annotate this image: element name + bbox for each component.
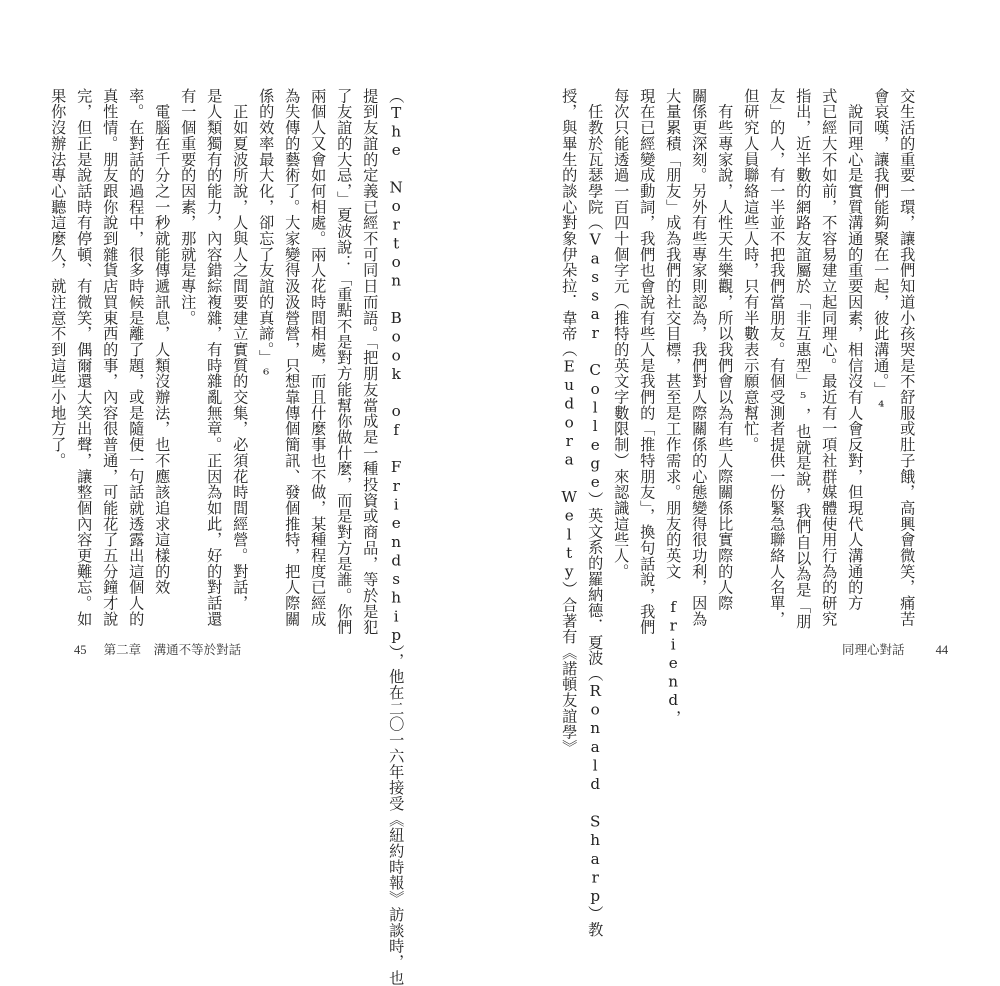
running-header-title: 同理心對話 <box>842 643 905 657</box>
page-number: 45 <box>74 643 87 657</box>
text-column: 每次只能透過一百四十個字元（推特的英文字數限制）來認識這些人。 <box>612 88 631 580</box>
text-column: （The Norton Book of Friendship），他在二〇一六年接受《紐約時報》訪談時，也 <box>387 88 406 986</box>
text-column: 了友誼的大忌，」夏波說：「重點不是對方能幫你做什麼，而是對方是誰。你們 <box>335 88 354 636</box>
running-header-chapter: 第二章 溝通不等於對話 <box>103 643 242 657</box>
text-column: 完，但正是說話時有停頓、有微笑，偶爾還大笑出聲，讓整個內容更難忘。如 <box>75 88 94 627</box>
left-footer <box>74 640 255 658</box>
text-column: 果你沒辦法專心聽這麼久，就注意不到這些小地方了。 <box>49 88 68 469</box>
text-column: 有一個重要的因素，那就是專注。 <box>179 88 198 326</box>
text-column: 任教於瓦瑟學院（Vassar College）英文系的羅納德．夏波（Ronald Sharp）教 <box>586 88 605 938</box>
text-column: 有些專家說，人性天生樂觀，所以我們會以為有些人際關係比實際的人際 <box>716 88 735 612</box>
text-column: 交生活的重要一環，讓我們知道小孩哭是不舒服或肚子餓，高興會微笑，痛苦 <box>898 88 917 627</box>
text-column: 現在已經變成動詞，我們也會說有些人是我們的「推特朋友」，換句話說，我們 <box>638 88 657 636</box>
text-column: 係的效率最大化，卻忘了友誼的真諦。」⁶ <box>257 88 276 385</box>
text-column: 關係更深刻。另外有些專家則認為，我們對人際關係的心態變得很功利，因為 <box>690 88 709 627</box>
page-number: 44 <box>935 643 949 657</box>
text-column: 授，與畢生的談心對象伊朵拉．韋帝（Eudora Welty）合著有《諾頓友誼學》 <box>560 88 579 756</box>
text-column: 大量累積「朋友」成為我們的社交目標，甚至是工作需求。朋友的英文 friend， <box>664 88 683 726</box>
right-footer <box>842 640 962 658</box>
text-column: 指出，近半數的網路友誼屬於「非互惠型」⁵，也就是說，我們自以為是「朋 <box>794 88 813 630</box>
text-column: 友」的人，有一半並不把我們當朋友。有個受測者提供一份緊急聯絡人名單， <box>768 88 787 627</box>
text-column: 說同理心是實質溝通的重要因素，相信沒有人會反對，但現代人溝通的方 <box>846 88 865 612</box>
text-column: 率。在對話的過程中，很多時候是離了題，或是隨便一句話就透露出這個人的 <box>127 88 146 627</box>
right-page <box>500 0 1000 938</box>
text-column: 會哀嘆，讓我們能夠聚在一起，彼此溝通。」⁴ <box>872 88 891 417</box>
text-column: 電腦在千分之一秒就能傳遞訊息，人類沒辦法，也不應該追求這樣的效 <box>153 88 172 596</box>
text-column: 真性情。朋友跟你說到雜貨店買東西的事，內容很普通，可能花了五分鐘才說 <box>101 88 120 627</box>
text-column: 是人類獨有的能力，內容錯綜複雜，有時雜亂無章。正因為如此，好的對話還 <box>205 88 224 627</box>
text-column: 提到友誼的定義已經不可同日而語。「把朋友當成是一種投資或商品，等於是犯 <box>361 88 380 636</box>
text-column: 兩個人又會如何相處。兩人花時間相處，而且什麼事也不做，某種程度已經成 <box>309 88 328 627</box>
text-column: 正如夏波所說，人與人之間要建立實質的交集，必須花時間經營。對話， <box>231 88 250 612</box>
text-column: 式已經大不如前，不容易建立起同理心。最近有一項社群媒體使用行為的研究 <box>820 88 839 627</box>
text-column: 為失傳的藝術了。大家變得汲汲營營，只想靠傳個簡訊、發個推特，把人際關 <box>283 88 302 627</box>
text-column: 但研究人員聯絡這些人時，只有半數表示願意幫忙。 <box>742 88 761 453</box>
